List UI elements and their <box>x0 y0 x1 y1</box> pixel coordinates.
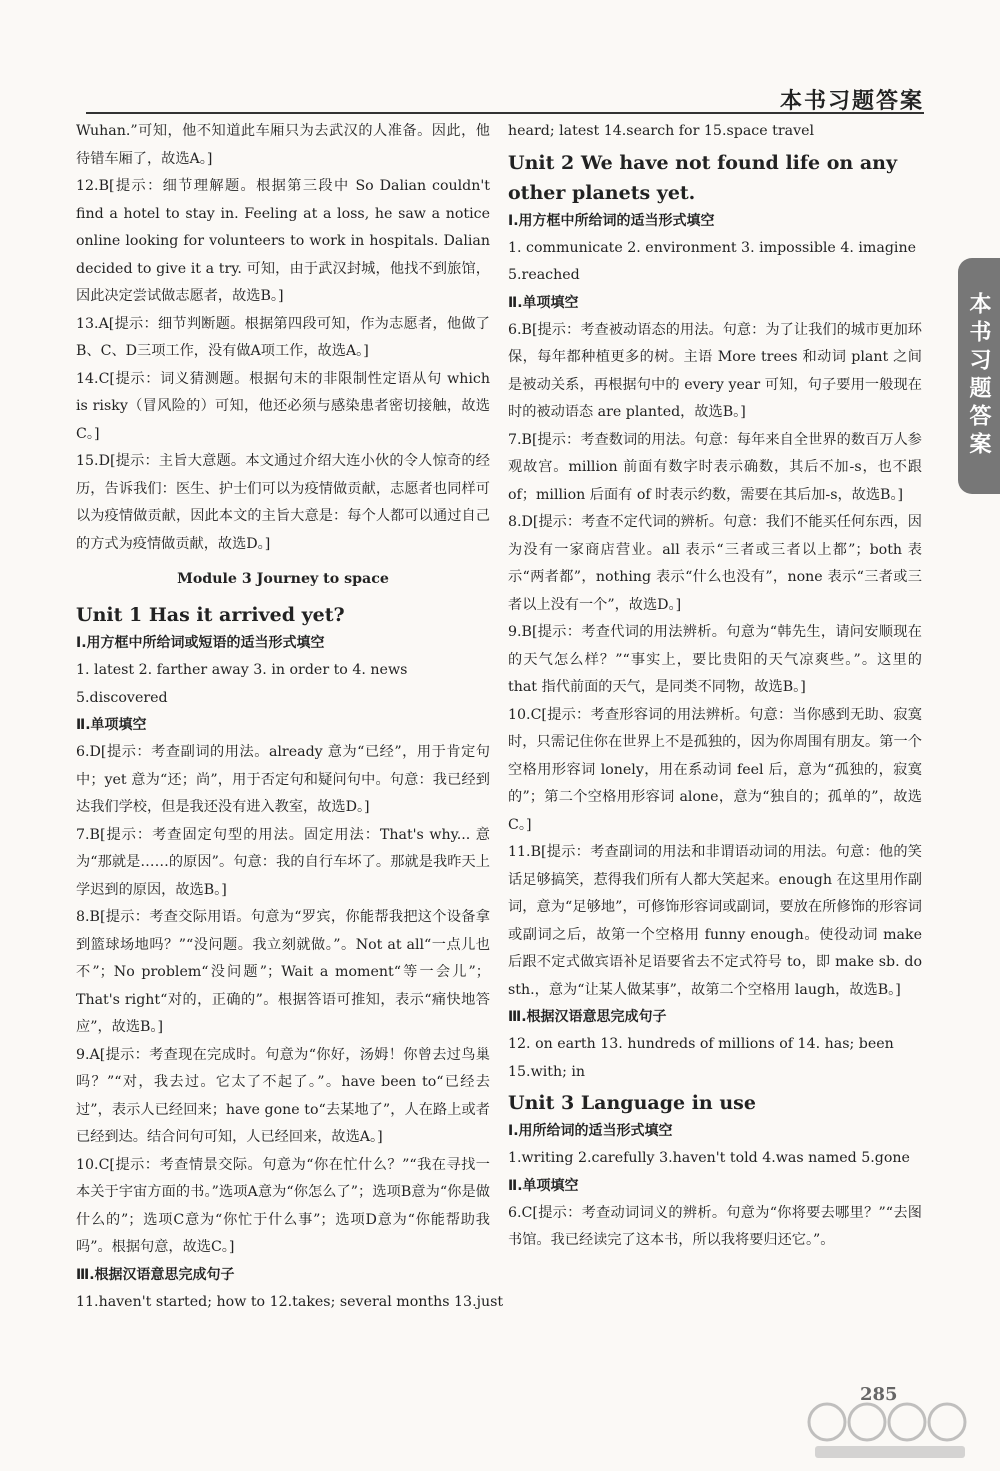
answer-8: 8.B[提示：考查交际用语。句意为“罗宾，你能帮我把这个设备拿到篮球场地吗？”“没问题。我立刻就做。”。Not at all“一点儿也不”；No problem“没问题”；Wait a moment“等一会儿”；That's right“对的，正确的”。根据答语可推知，表示“痛快地答应”，故选B。] <box>76 909 490 1035</box>
section-heading: Ⅱ.单项填空 <box>508 1177 579 1194</box>
answer-line: 11.haven't started; how to 12.takes; several months 13.just <box>76 1293 504 1310</box>
answer-7: 7.B[提示：考查固定句型的用法。固定用法：That's why... 意为“那就是……的原因”。句意：我的自行车坏了。那就是我昨天上学迟到的原因，故选B。] <box>76 826 490 898</box>
section-heading: Ⅱ.单项填空 <box>76 717 147 733</box>
answer-paragraph: Wuhan.”可知，他不知道此车厢只为去武汉的人准备。因此，他待错车厢了，故选A。] <box>76 123 490 167</box>
section-heading: Ⅰ.用方框中所给词或短语的适当形式填空 <box>76 635 325 651</box>
answer-11: 11.B[提示：考查副词的用法和非谓语动词的用法。句意：他的笑话足够搞笑，惹得我们所有人都大笑起来。enough 在这里用作副词，意为“足够地”，可修饰形容词或副词，要放在所修饰的形容词或副词之后，故第一个空格用 funny enough。使役动词 make 后跟不定式做宾语补足语要省去不定式符号 to，即 make sb. do sth.，意为“让某人做某事”，故第二个空格用 laugh，故选B。] <box>508 844 922 998</box>
side-tab: 本书习题答案 <box>958 258 1000 494</box>
unit-title: Unit 2 We have not found life on any other planets yet. <box>508 151 898 204</box>
answer-12: 12.B[提示：细节理解题。根据第三段中 So Dalian couldn't find a hotel to stay in. Feeling at a loss, he saw a notice online looking for volunteers to work in hospitals. Dalian decided to give it a try. 可知，由于武汉封城，他找不到旅馆，因此决定尝试做志愿者，故选B。] <box>76 178 490 304</box>
answer-15: 15.D[提示：主旨大意题。本文通过介绍大连小伙的令人惊奇的经历，告诉我们：医生、护士们可以为疫情做贡献，志愿者也同样可以为疫情做贡献，因此本文的主旨大意是：每个人都可以通过自己的方式为疫情做贡献，故选D。] <box>76 453 490 552</box>
module-title: Module 3 Journey to space <box>177 571 389 587</box>
page-number: 285 <box>860 1384 898 1405</box>
answer-6: 6.D[提示：考查副词的用法。already 意为“已经”，用于肯定句中；yet 意为“还；尚”，用于否定句和疑问句中。句意：我已经到达我们学校，但是我还没有进入教室，故选D。] <box>76 744 490 815</box>
answer-14: 14.C[提示：词义猜测题。根据句末的非限制性定语从句 which is risky（冒风险的）可知，他还必须与感染患者密切接触，故选C。] <box>76 370 490 442</box>
section-heading: Ⅰ.用所给词的适当形式填空 <box>508 1123 673 1139</box>
answer-6: 6.C[提示：考查动词词义的辨析。句意为“你将要去哪里？”“去图书馆。我已经读完了这本书，所以我将要归还它。”。 <box>508 1204 922 1248</box>
answer-6: 6.B[提示：考查被动语态的用法。句意：为了让我们的城市更加环保，每年都种植更多的树。主语 More trees 和动词 plant 之间是被动关系，再根据句中的 every year 可知，句子要用一般现在时的被动语态 are planted，故选B。] <box>508 321 922 420</box>
answer-line: 12. on earth 13. hundreds of millions of 14. has; been <box>508 1036 894 1052</box>
section-heading: Ⅰ.用方框中所给词的适当形式填空 <box>508 212 715 229</box>
answer-line: 1. latest 2. farther away 3. in order to 4. news <box>76 662 408 678</box>
section-heading: Ⅲ.根据汉语意思完成句子 <box>76 1266 235 1283</box>
unit-title: Unit 1 Has it arrived yet? <box>76 604 345 626</box>
answer-line: 1.writing 2.carefully 3.haven't told 4.was named 5.gone <box>508 1150 910 1166</box>
answer-7: 7.B[提示：考查数词的用法。句意：每年来自全世界的数百万人参观故宫。million 前面有数字时表示确数，其后不加-s，也不跟 of；million 后面有 of 时表示约数，需要在其后加-s，故选B。] <box>508 431 922 503</box>
unit-title: Unit 3 Language in use <box>508 1092 756 1114</box>
answer-10: 10.C[提示：考查情景交际。句意为“你在忙什么？”“我在寻找一本关于宇宙方面的书。”选项A意为“你怎么了”；选项B意为“你是做什么的”；选项C意为“你忙于什么事”；选项D意为“你能帮助我吗”。根据句意，故选C。] <box>76 1156 490 1255</box>
answer-line: heard; latest 14.search for 15.space travel <box>508 123 815 139</box>
answer-line: 5.reached <box>508 267 580 283</box>
answer-9: 9.A[提示：考查现在完成时。句意为“你好，汤姆！你曾去过鸟巢吗？”“对，我去过。它太了不起了。”。have been to“已经去过”，表示人已经回来；have gone to“去某地了”，人在路上或者已经到达。结合问句可知，人已经回来，故选A。] <box>76 1046 490 1145</box>
header-rule <box>86 112 924 114</box>
section-heading: Ⅲ.根据汉语意思完成句子 <box>508 1009 667 1025</box>
section-heading: Ⅱ.单项填空 <box>508 294 579 311</box>
answer-9: 9.B[提示：考查代词的用法辨析。句意为“韩先生，请问安顺现在的天气怎么样？”“事实上，要比贵阳的天气凉爽些。”。这里的 that 指代前面的天气，是同类不同物，故选B。] <box>508 624 922 695</box>
answer-line: 5.discovered <box>76 689 168 706</box>
answer-line: 15.with; in <box>508 1063 586 1080</box>
answer-line: 1. communicate 2. environment 3. impossible 4. imagine <box>508 239 916 256</box>
answer-13: 13.A[提示：细节判断题。根据第四段可知，作为志愿者，他做了B、C、D三项工作，没有做A项工作，故选A。] <box>76 315 490 359</box>
left-column <box>76 118 504 1316</box>
watermark-logo-icon <box>805 1400 975 1462</box>
answer-8: 8.D[提示：考查不定代词的辨析。句意：我们不能买任何东西，因为没有一家商店营业。all 表示“三者或三者以上都”；both 表示“两者都”，nothing 表示“什么也没有”，none 表示“三者或三者以上没有一个”，故选D。] <box>508 514 922 613</box>
answer-10: 10.C[提示：考查形容词的用法辨析。句意：当你感到无助、寂寞时，只需记住你在世界上不是孤独的，因为你周围有朋友。第一个空格用形容词 lonely，用在系动词 feel 后，意为“孤独的，寂寞的”；第二个空格用形容词 alone，意为“独自的；孤单的”，故选C。] <box>508 706 922 833</box>
right-column <box>508 118 922 1255</box>
header-title: 本书习题答案 <box>779 88 924 114</box>
